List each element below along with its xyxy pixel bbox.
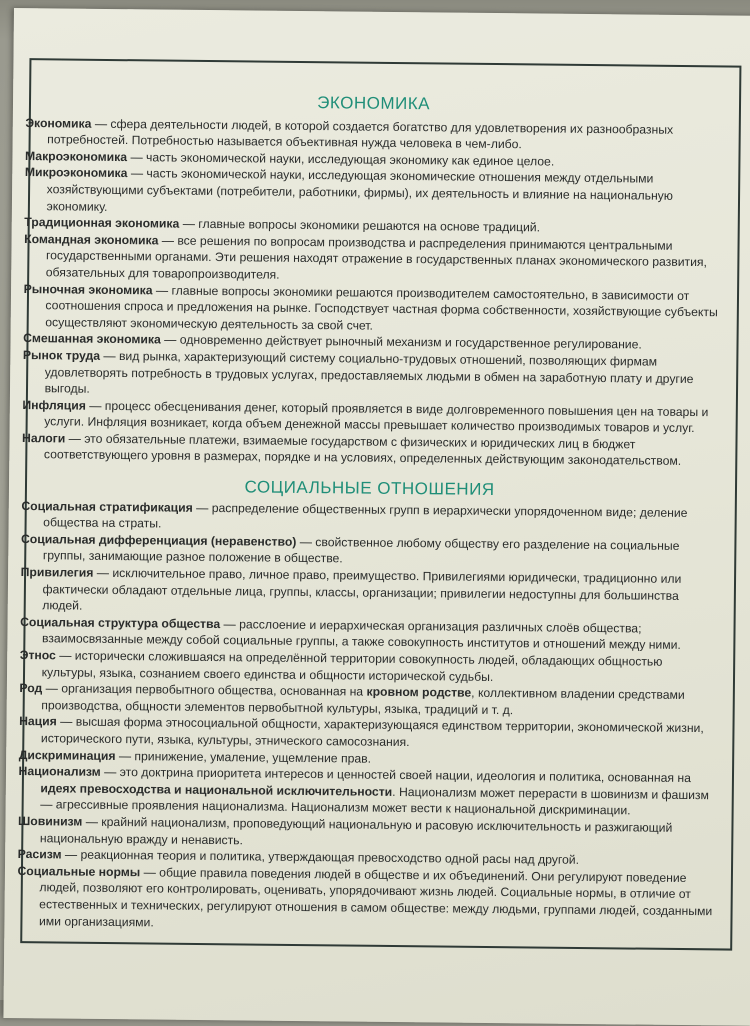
definition-term: Социальные нормы (17, 863, 141, 879)
em-dash: — (94, 116, 108, 131)
emphasized-text: идеях превосходства и национальной исключительности (40, 780, 393, 799)
definition-term: Дискриминация (18, 747, 116, 763)
definition-text: реакционная теория и политика, утверждающая превосходство одной расы над другой. (80, 847, 580, 867)
definition-entry (18, 564, 718, 621)
em-dash: — (196, 500, 209, 515)
definition-term: Микроэкономика (24, 165, 128, 181)
definition-entry (21, 281, 721, 338)
em-dash: — (299, 534, 313, 549)
definition-entry (22, 231, 722, 288)
definition-term: Этнос (19, 647, 56, 663)
definition-text: часть экономической науки, исследующая экономику как единое целое. (145, 150, 555, 169)
em-dash: — (164, 332, 177, 347)
definition-term: Социальная дифференциация (неравенство) (20, 531, 297, 549)
definition-term: Род (19, 681, 43, 696)
page-content (15, 64, 724, 936)
definition-term: Экономика (25, 115, 92, 131)
em-dash: — (89, 398, 102, 413)
definition-text: исторически сложившаяся на определённой территории совокупность людей, обладающих общностью культуры, языка, сознанием своего единства и общности исторической судьбы. (41, 648, 663, 684)
definition-text: , коллективном владении средствами производства, общности элементов первобытной культуры, языка, традиций и т. д. (41, 685, 685, 717)
em-dash: — (96, 565, 110, 580)
em-dash: — (85, 814, 99, 829)
em-dash: — (104, 765, 117, 780)
definition-term: Социальная стратификация (21, 498, 193, 515)
economics-definitions (20, 115, 724, 471)
em-dash: — (60, 714, 73, 729)
em-dash: — (59, 648, 72, 663)
definition-text: расслоение и иерархическая организация различных слоёв общества; взаимосвязанные между собой социальные группы, а также совокупность институтов и отношений между ними. (41, 617, 681, 653)
definition-text: . Национализм может перерасти в шовинизм и фашизм — агрессивные проявления национализма. Национализм может вести к национальной дискриминации. (40, 784, 710, 818)
definition-text: высшая форма этносоциальной общности, характеризующаяся единством территории, экономической жизни, исторического пути, языка, культуры, этнического самосознания. (40, 714, 704, 750)
em-dash: — (130, 166, 144, 181)
definition-entry (20, 430, 720, 471)
definition-term: Макроэкономика (24, 148, 128, 164)
definition-term: Инфляция (22, 397, 86, 413)
em-dash: — (118, 748, 132, 763)
em-dash: — (182, 216, 196, 231)
em-dash: — (64, 847, 78, 862)
em-dash: — (155, 282, 169, 298)
definition-text: процесс обесценивания денег, который проявляется в виде долговременного повышения цен на товары и услуги. Инфляция возникает, когда объем денежной массы превышает количество производимых товаров и услуг. (44, 398, 709, 436)
definition-text: распределение общественных групп в иерархически упорядоченном виде; деление общества на страты. (43, 500, 688, 531)
definition-term: Рынок труда (22, 347, 101, 363)
definition-text: это обязательные платежи, взимаемые государством с физических и юридических лиц в бюджет соответствующего уровня в размерах, порядке и на условиях, определенных действующим законодательством. (43, 431, 682, 469)
emphasized-text: кровном родстве (366, 684, 472, 700)
definition-text: все решения по вопросам производства и распределения принимаются центральными государственными органами. Эти решения находят отражение в государственных планах экономического развития, обязательных для товаропроизводителя. (45, 233, 707, 282)
definition-term: Командная экономика (24, 231, 159, 248)
definition-term: Налоги (22, 430, 66, 446)
definition-term: Расизм (17, 847, 62, 862)
definition-term: Нация (19, 714, 57, 729)
social-definitions (15, 498, 719, 937)
definition-term: Национализм (18, 764, 101, 779)
em-dash: — (130, 149, 143, 165)
em-dash: — (103, 348, 116, 363)
section-title-economics: ЭКОНОМИКА (317, 93, 431, 114)
definition-text: общие правила поведения людей в обществе и их объединений. Они регулируют поведение людей, позволяют его контролировать, оценивать, упорядочивают жизнь людей. Социальные нормы, в отличие от естественных и технических, регулируют отношения в самом обществе: между людьми, группами людей, созданными ими организациями. (38, 865, 713, 929)
definition-text: главные вопросы экономики решаются на основе традиций. (198, 216, 541, 235)
definition-text: крайний национализм, проповедующий национальную и расовую исключительность и разжигающий национальную вражду и ненависть. (39, 814, 673, 847)
definition-text: исключительное право, личное право, преимущество. Привилегиями юридически, традиционно или фактически обладают отдельные лица, группы, классы, организации; привилегии недоступны для большинства людей. (42, 565, 682, 613)
em-dash: — (161, 233, 175, 248)
definition-entry (16, 763, 716, 820)
definition-text: организация первобытного общества, основанная на (61, 681, 364, 699)
section-social-relations (15, 477, 720, 936)
definition-text: главные вопросы экономики решаются производителем самостоятельно, в зависимости от соотношения спроса и предложения на рынке. Господствует частная форма собственности, хозяйствующие субъекты осуществляют экономическую деятельность за свой счет. (45, 283, 718, 333)
em-dash: — (45, 681, 58, 696)
definition-text: вид рынка, характеризующий систему социально-трудовых отношений, позволяющих фирмам удовлетворять потребность в трудовых услугах, предоставляемых людьми в обмен на заработную плату и другие выгоды. (44, 348, 694, 396)
definition-term: Традиционная экономика (24, 215, 180, 231)
definition-term: Социальная структура общества (20, 614, 221, 631)
definition-text: сфера деятельности людей, в которой создается богатство для удовлетворения их разнообразных потребностей. Потребностью называется объективная нужда человека в чем-либо. (47, 116, 674, 152)
definition-text: это доктрина приоритета интересов и ценностей своей нации, идеология и политика, основанная на (119, 765, 691, 786)
definition-text: одновременно действует рыночный механизм и государственное регулирование. (179, 332, 642, 352)
em-dash: — (223, 616, 236, 632)
definition-text: свойственное любому обществу его разделение на социальные группы, занимающие разное положение в обществе. (42, 534, 680, 566)
definition-term: Привилегия (20, 565, 94, 580)
section-economics (20, 92, 724, 470)
definition-text: часть экономической науки, исследующая экономические отношения между отдельными хозяйствующими субъектами (потребители, работники, фирмы), их деятельность и влияние на национальную экономику. (46, 166, 674, 214)
definition-term: Шовинизм (18, 813, 83, 829)
section-title-social-relations: СОЦИАЛЬНЫЕ ОТНОШЕНИЯ (244, 477, 495, 500)
em-dash: — (143, 865, 156, 880)
em-dash: — (68, 431, 81, 446)
definition-term: Смешанная экономика (23, 331, 161, 347)
definition-entry (15, 863, 716, 937)
definition-entry (21, 347, 721, 404)
definition-term: Рыночная экономика (23, 281, 153, 297)
definition-entry (22, 164, 722, 221)
definition-text: принижение, умаление, ущемление прав. (134, 748, 372, 766)
